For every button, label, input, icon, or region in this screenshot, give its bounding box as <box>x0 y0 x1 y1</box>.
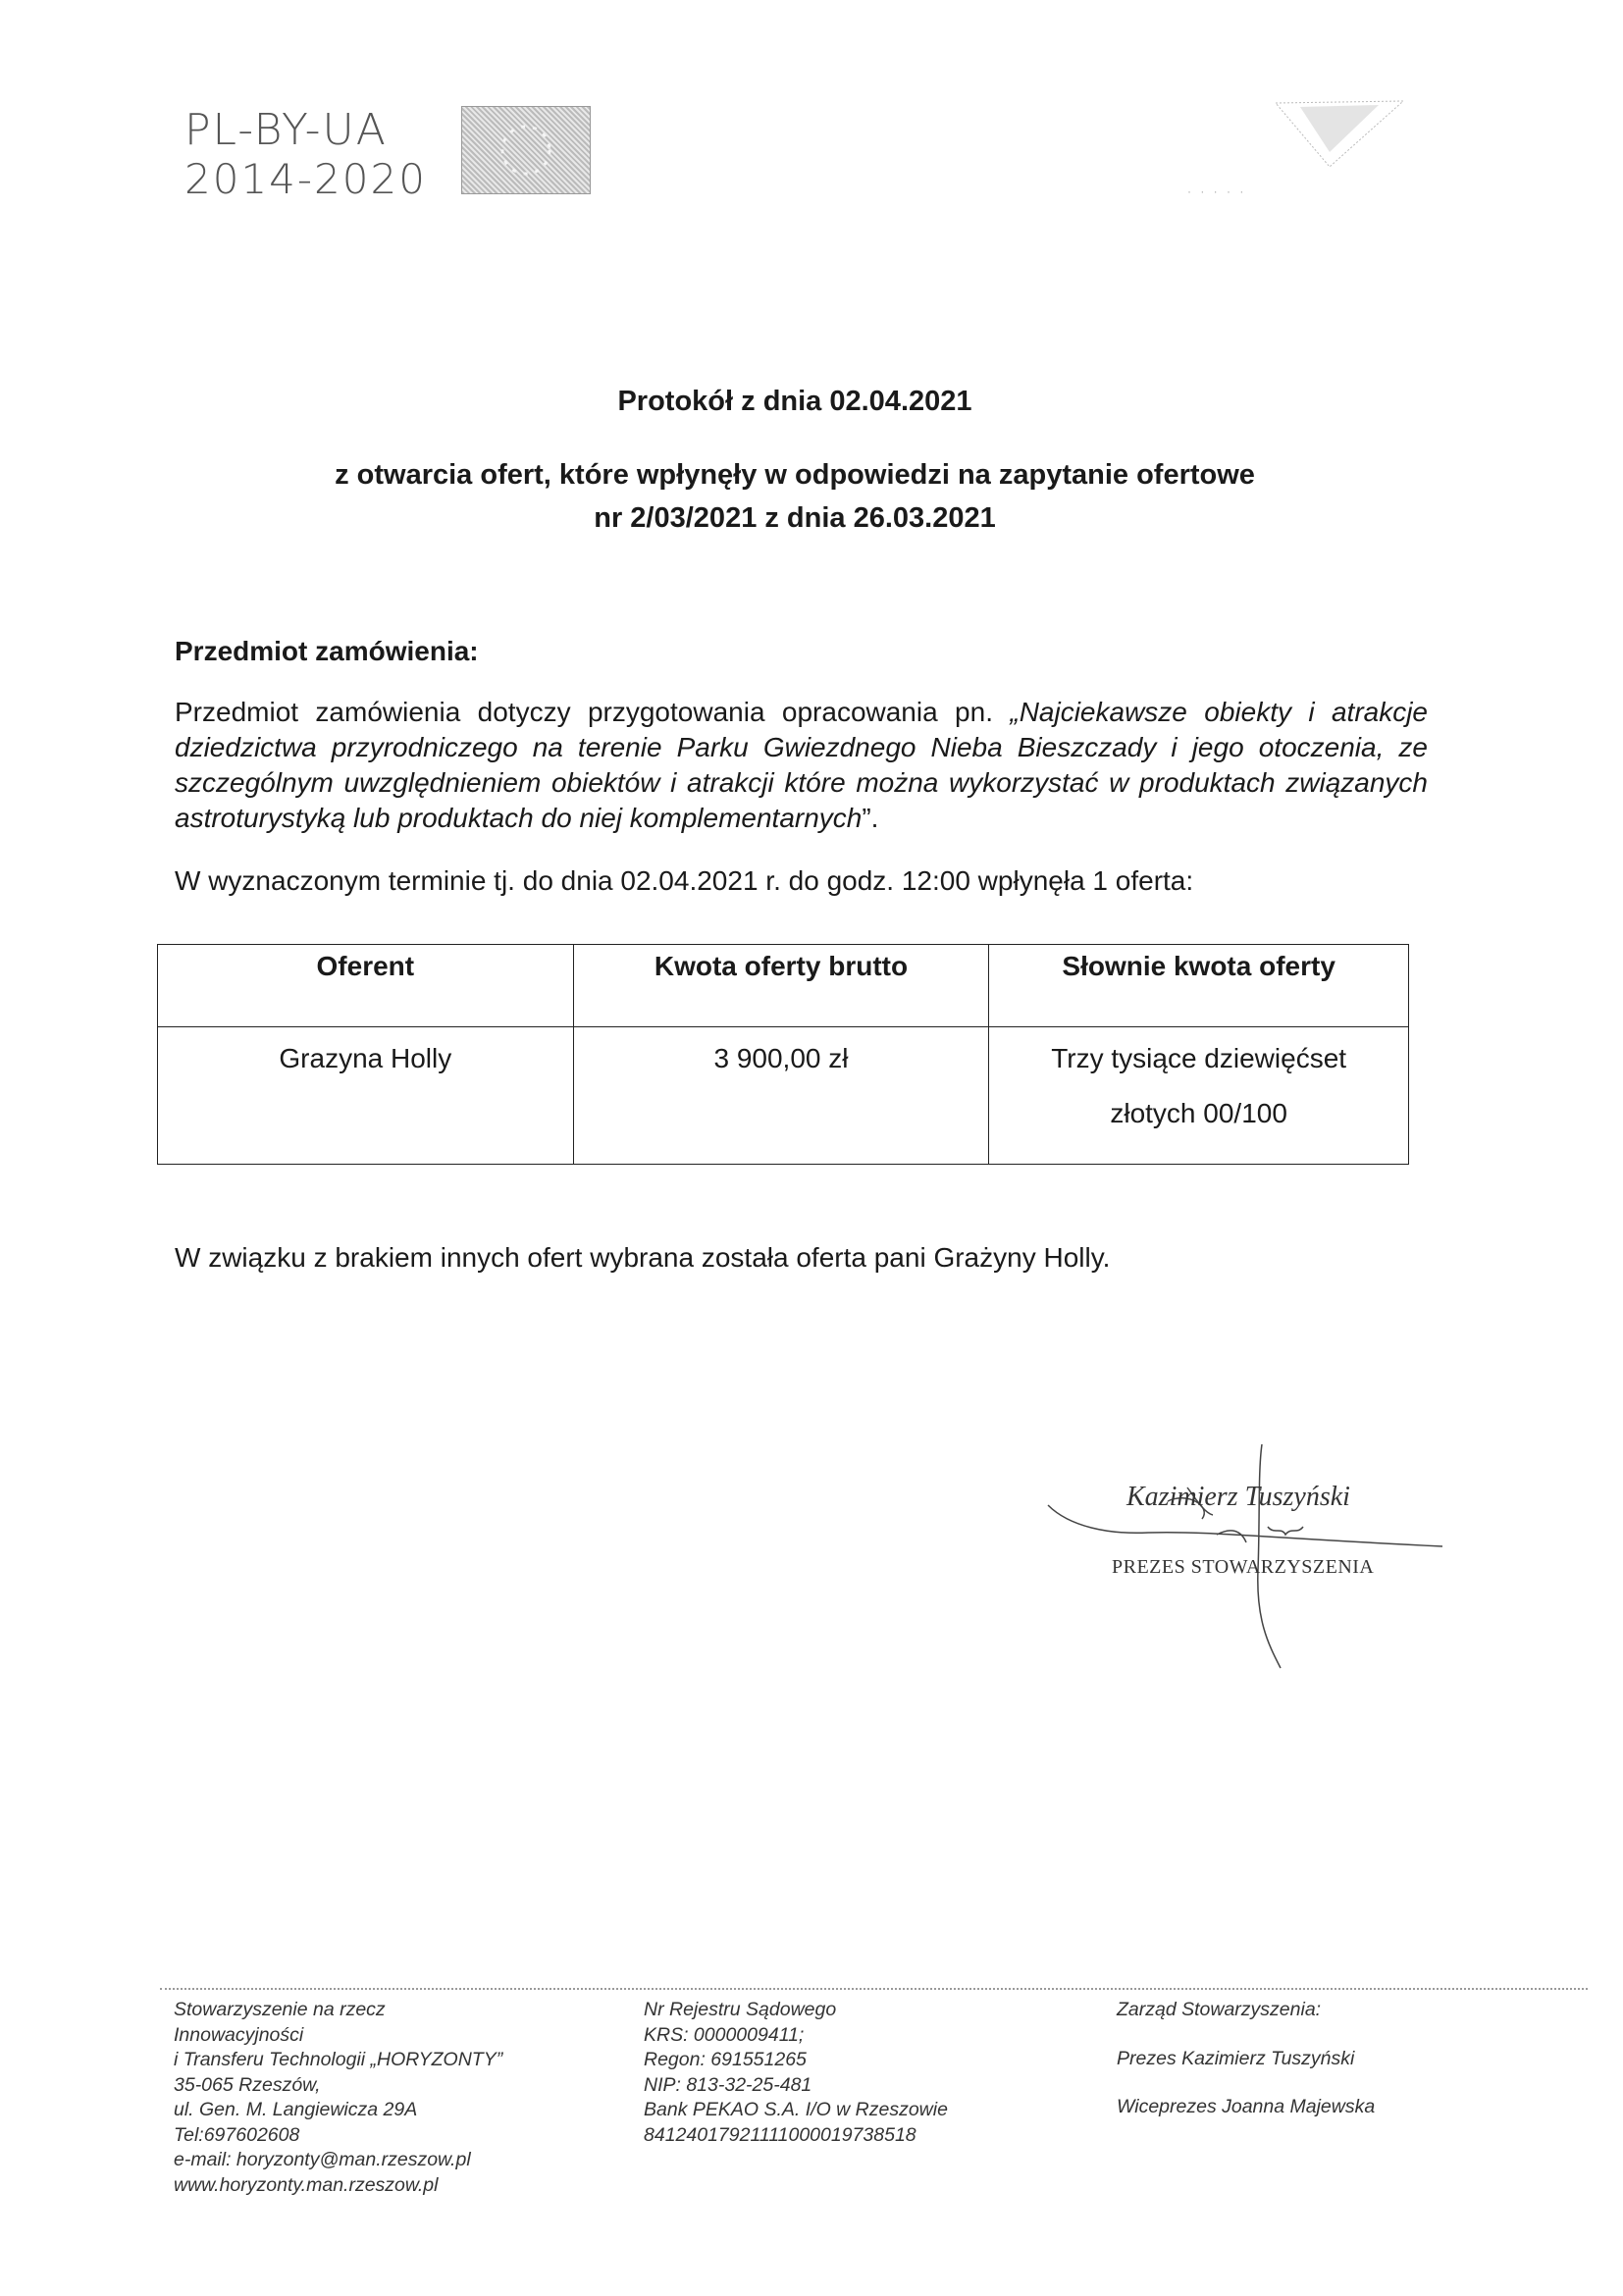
eu-flag-icon <box>461 106 591 194</box>
footer-board-vice-president: Wiceprezes Joanna Majewska <box>1117 2096 1376 2117</box>
header-bidder: Oferent <box>158 945 574 1027</box>
partner-caption: · · · · · <box>1187 184 1247 198</box>
footer-registry-line: NIP: 813-32-25-481 <box>644 2073 812 2096</box>
amount-words-line1: Trzy tysiące dziewięćset <box>1051 1043 1347 1073</box>
footer-address-line: Stowarzyszenie na rzecz <box>174 1999 386 2020</box>
footer-address-line: 35-065 Rzeszów, <box>174 2073 321 2096</box>
footer-address-line: Innowacyjności <box>174 2023 304 2046</box>
stamp-title: PREZES STOWARZYSZENIA <box>1112 1556 1375 1578</box>
footer-registry-line: Bank PEKAO S.A. I/O w Rzeszowie <box>644 2099 948 2120</box>
subject-title: „Najciekawsze obiekty i atrakcje dziedzictwa przyrodniczego na terenie Parku Gwiezdnego Nieba Bieszczady i jego otoczenia, ze szczególnym uwzględnieniem obiektów i atrakcji które można wykorzystać w produktach związanych astroturystyką lub produktach do niej komplementarnych <box>175 697 1429 833</box>
footer-divider <box>160 1988 1588 1990</box>
footer-website: www.horyzonty.man.rzeszow.pl <box>174 2173 439 2196</box>
subject-paragraph <box>175 695 1428 836</box>
footer-address-line: ul. Gen. M. Langiewicza 29A <box>174 2099 418 2120</box>
subject-heading: Przedmiot zamówienia: <box>175 636 479 666</box>
protocol-title: Protokół z dnia 02.04.2021 <box>617 386 972 417</box>
subject-closing: ”. <box>862 803 879 833</box>
program-logo <box>184 106 427 204</box>
footer-board-heading: Zarząd Stowarzyszenia: <box>1117 1999 1322 2020</box>
amount-words-line2: złotych 00/100 <box>1110 1098 1287 1128</box>
footer-registry-line: Regon: 691551265 <box>644 2049 807 2070</box>
footer-registry-line: 84124017921111000019738518 <box>644 2123 916 2146</box>
footer-registry-line: Nr Rejestru Sądowego <box>644 1999 837 2020</box>
protocol-subtitle: z otwarcia ofert, które wpłynęły w odpowiedzi na zapytanie ofertowe <box>335 459 1255 491</box>
subject-intro: Przedmiot zamówienia dotyczy przygotowania opracowania pn. <box>175 697 1011 727</box>
header-amount-words: Słownie kwota oferty <box>989 945 1409 1027</box>
table-header-row <box>158 945 1409 1027</box>
program-logo-years: 2014-2020 <box>184 155 427 203</box>
inquiry-number: nr 2/03/2021 z dnia 26.03.2021 <box>594 502 996 534</box>
deadline-text: W wyznaczonym terminie tj. do dnia 02.04.2021 r. do godz. 12:00 wpłynęła 1 oferta: <box>175 865 1194 896</box>
program-logo-name: PL-BY-UA <box>184 105 388 155</box>
footer-address <box>174 1998 615 2198</box>
footer-registry <box>644 1998 1085 2148</box>
signature-name: Kazimierz Tuszyński <box>1126 1482 1350 1512</box>
table-row <box>158 1027 1409 1165</box>
footer-email: e-mail: horyzonty@man.rzeszow.pl <box>174 2149 471 2170</box>
conclusion-text: W związku z brakiem innych ofert wybrana została oferta pani Grażyny Holly. <box>175 1242 1111 1273</box>
cell-amount: 3 900,00 zł <box>573 1027 989 1165</box>
footer-board <box>1117 1998 1588 2144</box>
partner-logo-icon <box>1271 93 1408 172</box>
header-amount: Kwota oferty brutto <box>573 945 989 1027</box>
cell-bidder: Grazyna Holly <box>158 1027 574 1165</box>
cell-amount-words <box>989 1027 1409 1165</box>
footer-board-president: Prezes Kazimierz Tuszyński <box>1117 2047 1355 2069</box>
offers-table <box>157 944 1409 1165</box>
footer-address-line: Tel:697602608 <box>174 2123 300 2146</box>
footer-address-line: i Transferu Technologii „HORYZONTY” <box>174 2049 503 2070</box>
footer-registry-line: KRS: 0000009411; <box>644 2023 805 2046</box>
